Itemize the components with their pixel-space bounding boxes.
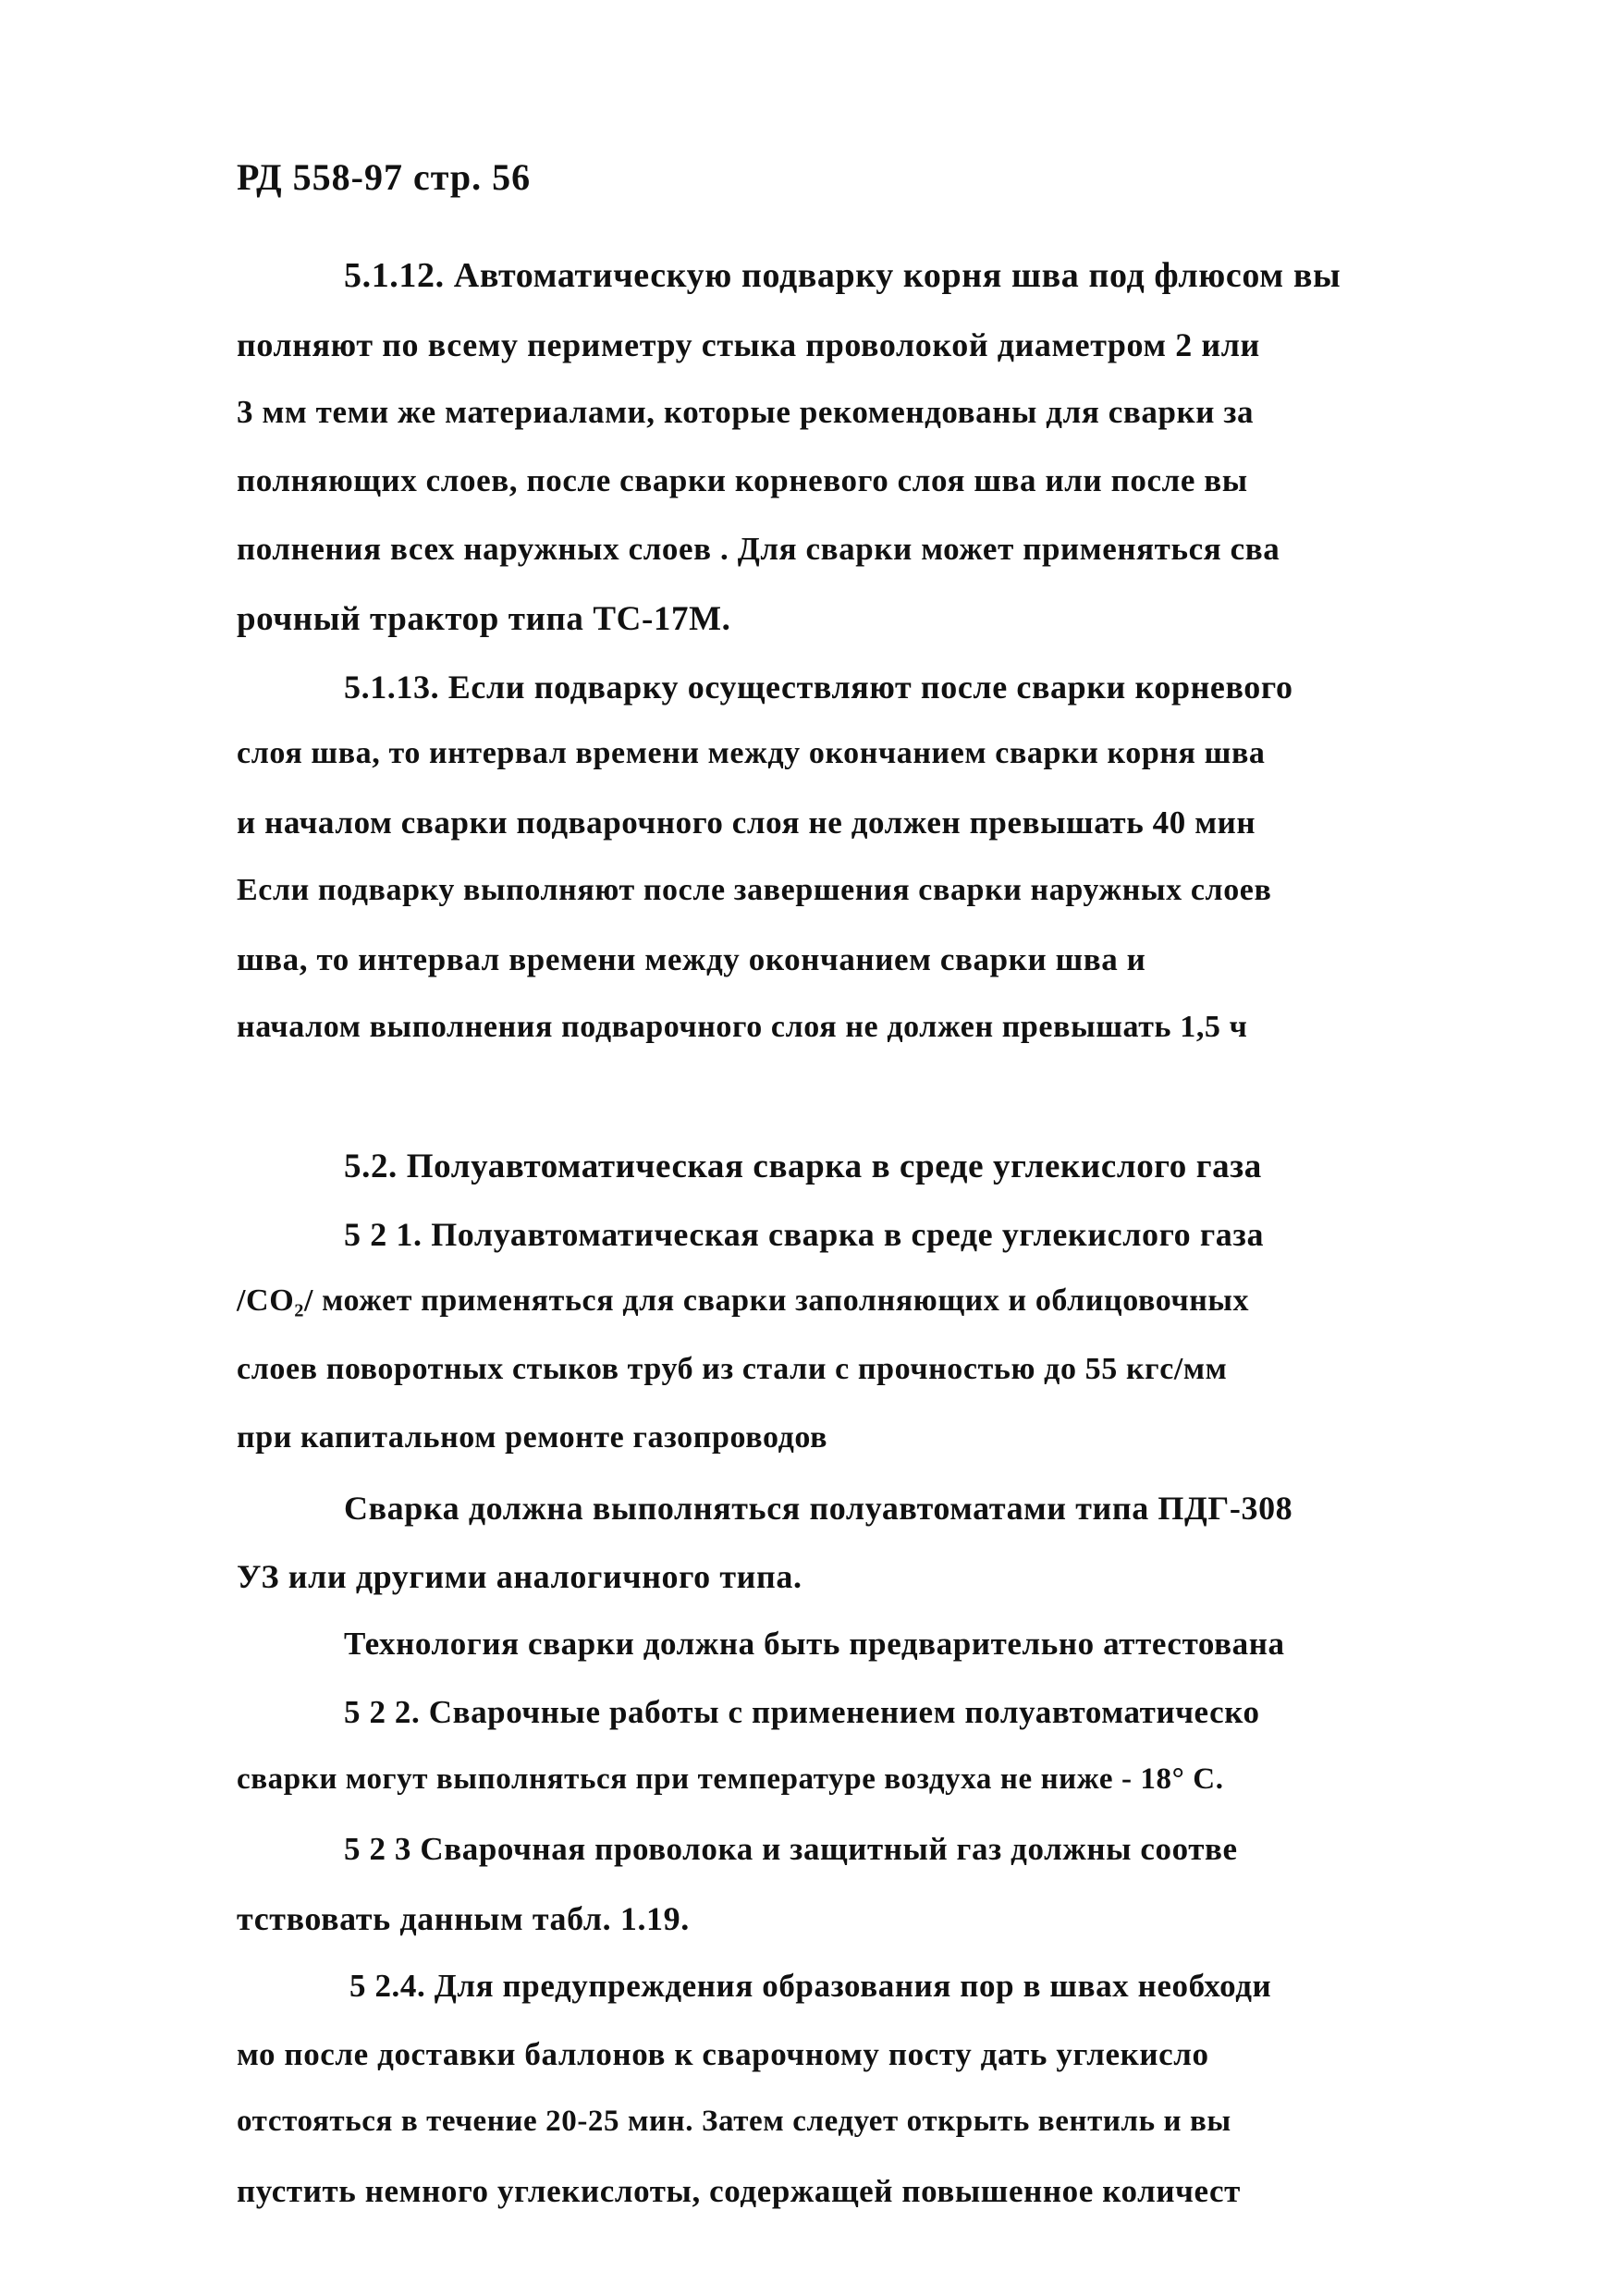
text-line: Если подварку выполняют после завершения сварки наружных слоев bbox=[237, 873, 1272, 907]
text-line: полняющих слоев, после сварки корневого слоя шва или после вы bbox=[237, 462, 1248, 498]
text-line: рочный трактор типа ТС-17М. bbox=[237, 600, 731, 638]
text-line: началом выполнения подварочного слоя не должен превышать 1,5 ч bbox=[237, 1010, 1248, 1044]
text-line: шва, то интервал времени между окончанием сварки шва и bbox=[237, 941, 1146, 977]
text-line: отстояться в течение 20-25 мин. Затем следует открыть вентиль и вы bbox=[237, 2105, 1231, 2138]
text-line: полняют по всему периметру стыка проволокой диаметром 2 или bbox=[237, 326, 1260, 363]
text-line: УЗ или другими аналогичного типа. bbox=[237, 1558, 802, 1595]
text-line: мо после доставки баллонов к сварочному посту дать углекисло bbox=[237, 2036, 1209, 2072]
text-line: слоев поворотных стыков труб из стали с прочностью до 55 кгс/мм bbox=[237, 1352, 1228, 1386]
text-line: 5 2 1. Полуавтоматическая сварка в среде углекислого газа bbox=[344, 1216, 1265, 1253]
text-line: 5 2.4. Для предупреждения образования пор в швах необходи bbox=[349, 1968, 1272, 2004]
text-line: 3 мм теми же материалами, которые рекомендованы для сварки за bbox=[237, 394, 1255, 430]
text-line: /СО₂/ может применяться для сварки заполняющих и облицовочных bbox=[237, 1283, 1250, 1318]
text-line: пустить немного углекислоты, содержащей повышенное количест bbox=[237, 2173, 1241, 2209]
text-line: Сварка должна выполняться полуавтоматами типа ПДГ-308 bbox=[344, 1490, 1293, 1527]
section-heading: 5.2. Полуавтоматическая сварка в среде углекислого газа bbox=[344, 1148, 1262, 1185]
text-line: Технология сварки должна быть предварительно аттестована bbox=[344, 1626, 1285, 1662]
text-line: слоя шва, то интервал времени между окончанием сварки корня шва bbox=[237, 736, 1266, 770]
text-line: 5 2 2. Сварочные работы с применением полуавтоматическо bbox=[344, 1694, 1260, 1730]
text-line: при капитальном ремонте газопроводов bbox=[237, 1420, 828, 1455]
text-line: и началом сварки подварочного слоя не должен превышать 40 мин bbox=[237, 804, 1256, 841]
text-line: сварки могут выполняться при температуре воздуха не ниже - 18° С. bbox=[237, 1762, 1224, 1796]
text-line: тствовать данным табл. 1.19. bbox=[237, 1900, 690, 1937]
text-line: 5.1.12. Автоматическую подварку корня шва под флюсом вы bbox=[344, 256, 1341, 295]
page-header: РД 558-97 стр. 56 bbox=[237, 156, 532, 198]
text-line: полнения всех наружных слоев . Для сварки может применяться сва bbox=[237, 531, 1280, 567]
text-line: 5 2 3 Сварочная проволока и защитный газ должны соотве bbox=[344, 1831, 1238, 1867]
text-line: 5.1.13. Если подварку осуществляют после сварки корневого bbox=[344, 669, 1293, 706]
